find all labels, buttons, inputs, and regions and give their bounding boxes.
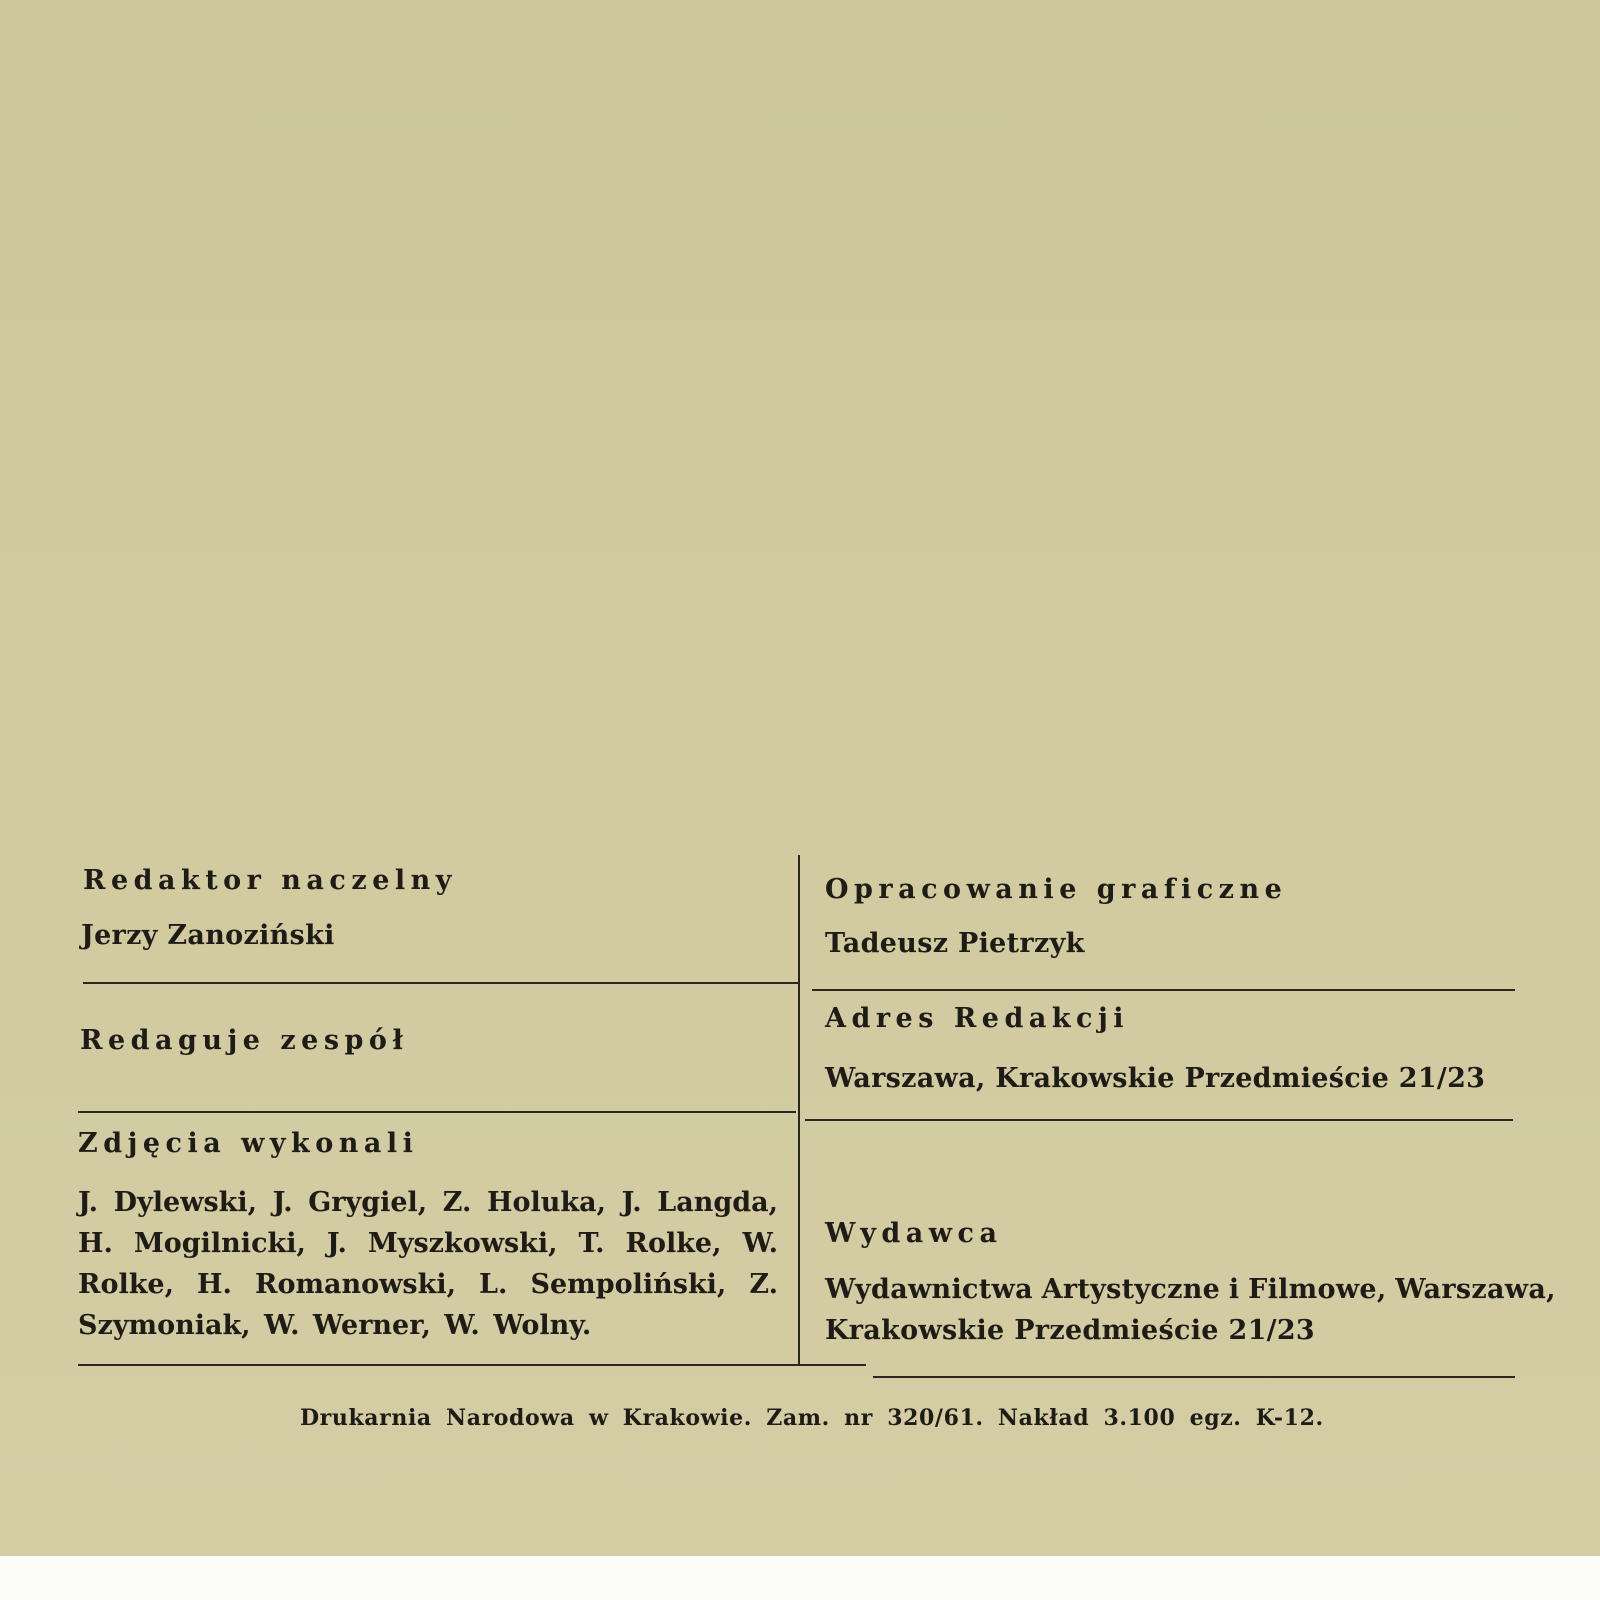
divider-left-2 bbox=[78, 1111, 796, 1113]
bottom-rule-left bbox=[78, 1364, 866, 1366]
editorial-team-heading: Redaguje zespół bbox=[80, 1025, 409, 1056]
publisher-name: Wydawnictwa Artystyczne i Filmowe, Warszawa, bbox=[825, 1274, 1556, 1305]
divider-right-1 bbox=[812, 989, 1515, 991]
editorial-address-text: Warszawa, Krakowskie Przedmieście 21/23 bbox=[825, 1063, 1486, 1094]
scan-margin bbox=[0, 1556, 1600, 1600]
graphic-designer-name: Tadeusz Pietrzyk bbox=[825, 928, 1085, 959]
publisher-address: Krakowskie Przedmieście 21/23 bbox=[825, 1315, 1315, 1346]
bottom-rule-right bbox=[873, 1376, 1515, 1378]
editor-in-chief-name: Jerzy Zanoziński bbox=[81, 920, 335, 951]
editor-in-chief-heading: Redaktor naczelny bbox=[83, 865, 457, 896]
divider-right-2 bbox=[805, 1119, 1513, 1121]
printer-imprint: Drukarnia Narodowa w Krakowie. Zam. nr 320/61. Nakład 3.100 egz. K-12. bbox=[300, 1405, 1324, 1431]
divider-left-1 bbox=[83, 982, 798, 984]
publisher-heading: Wydawca bbox=[825, 1218, 1003, 1249]
editorial-address-heading: Adres Redakcji bbox=[825, 1003, 1129, 1034]
photos-heading: Zdjęcia wykonali bbox=[78, 1128, 419, 1159]
photo-credits-list: J. Dylewski, J. Grygiel, Z. Holuka, J. Langda, H. Mogilnicki, J. Myszkowski, T. Rolke, W. Rolke, H. Romanowski, L. Sempoliński, Z. Szymoniak, W. Werner, W. Wolny. bbox=[78, 1187, 778, 1341]
column-divider bbox=[798, 855, 800, 1365]
graphic-design-heading: Opracowanie graficzne bbox=[825, 874, 1288, 905]
